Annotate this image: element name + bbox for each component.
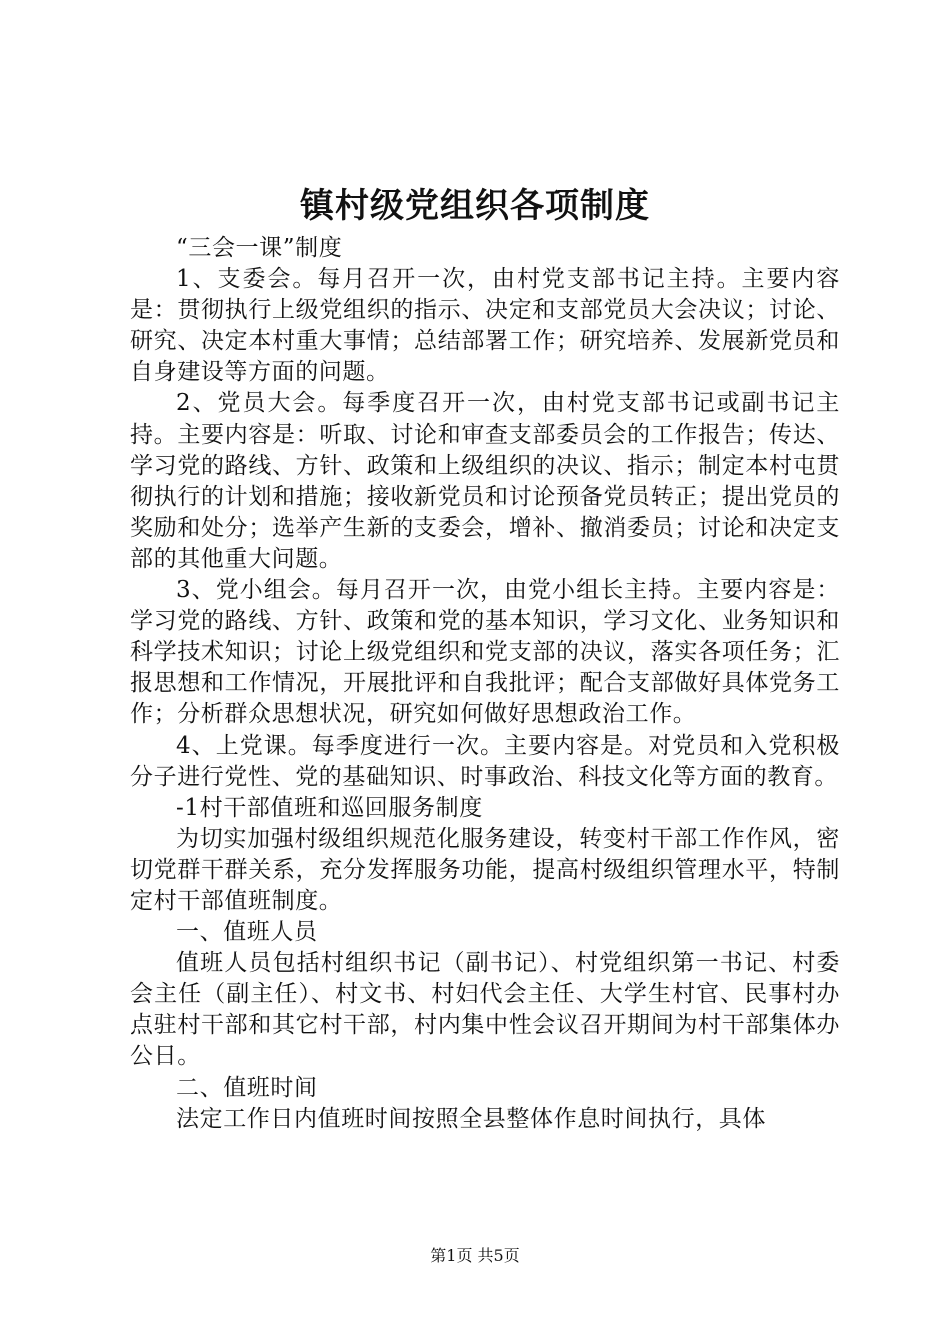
paragraph: 值班人员包括村组织书记（副书记）、村党组织第一书记、村委会主任（副主任）、村文书、村妇代会主任、大学生村官、民事村办点驻村干部和其它村干部，村内集中性会议召开期间为村干部集体办公日。 xyxy=(130,950,840,1070)
section-heading: 一、值班人员 xyxy=(176,919,318,946)
document-body xyxy=(130,233,840,1135)
paragraph: 法定工作日内值班时间按照全县整体作息时间执行，具体 xyxy=(176,1105,766,1132)
section-heading: 二、值班时间 xyxy=(176,1074,318,1101)
paragraph: 2、党员大会。每季度召开一次，由村党支部书记或副书记主持。主要内容是：听取、讨论和审查支部委员会的工作报告；传达、学习党的路线、方针、政策和上级组织的决议、指示；制定本村屯贯彻执行的计划和措施；接收新党员和讨论预备党员转正；提出党员的奖励和处分；选举产生新的支委会，增补、撤消委员；讨论和决定支部的其他重大问题。 xyxy=(130,390,840,572)
page-footer: 第1页 共5页 xyxy=(430,1246,520,1265)
document-title: 镇村级党组织各项制度 xyxy=(300,186,650,226)
paragraph: 为切实加强村级组织规范化服务建设，转变村干部工作作风，密切党群干群关系，充分发挥服务功能，提高村级组织管理水平，特制定村干部值班制度。 xyxy=(130,825,840,914)
section-heading: “三会一课”制度 xyxy=(176,235,343,261)
paragraph: 3、党小组会。每月召开一次，由党小组长主持。主要内容是：学习党的路线、方针、政策和党的基本知识，学习文化、业务知识和科学技术知识；讨论上级党组织和党支部的决议，落实各项任务；汇报思想和工作情况，开展批评和自我批评；配合支部做好具体党务工作；分析群众思想状况，研究如何做好思想政治工作。 xyxy=(130,577,840,728)
paragraph: 1、支委会。每月召开一次，由村党支部书记主持。主要内容是：贯彻执行上级党组织的指示、决定和支部党员大会决议；讨论、研究、决定本村重大事情；总结部署工作；研究培养、发展新党员和自身建设等方面的问题。 xyxy=(130,266,840,386)
section-heading: -1村干部值班和巡回服务制度 xyxy=(176,794,483,821)
paragraph: 4、上党课。每季度进行一次。主要内容是。对党员和入党积极分子进行党性、党的基础知识、时事政治、科技文化等方面的教育。 xyxy=(130,732,840,790)
